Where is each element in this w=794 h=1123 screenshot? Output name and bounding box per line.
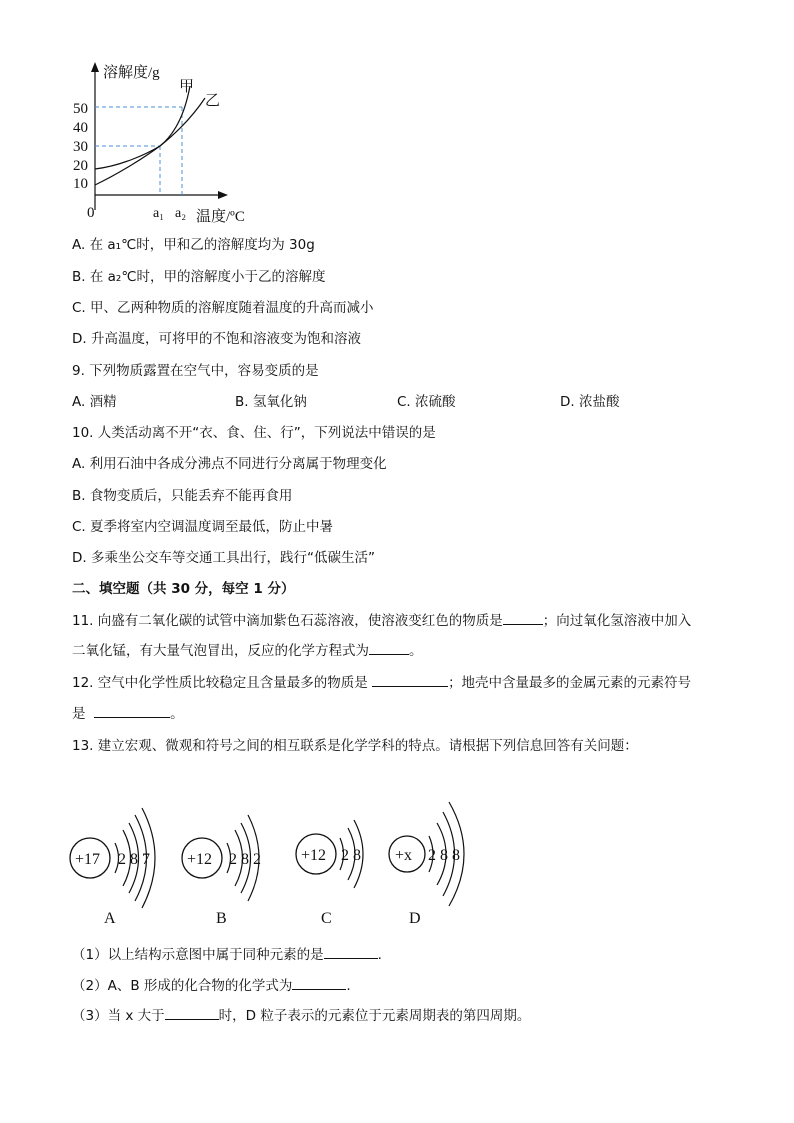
x-axis-arrow — [218, 191, 228, 199]
curve-yi — [95, 98, 205, 185]
atom-a — [70, 808, 155, 927]
q11-line1: 11. 向盛有二氧化碳的试管中滴加紫色石蕊溶液，使溶液变红色的物质是 ；向过氧化氢溶液中加入 — [72, 613, 692, 629]
graph-ylabel: 溶解度/g — [103, 65, 160, 81]
graph-xlabel: 温度/ºC — [196, 209, 245, 225]
atom-d-shells: 2 8 8 — [428, 847, 460, 864]
atom-a-shells: 2 8 7 — [118, 851, 150, 868]
atom-c-label: C — [321, 910, 332, 927]
q11-blank-2[interactable] — [369, 641, 409, 655]
atom-b-label: B — [216, 910, 227, 927]
x-tick-a2: a₂ — [175, 206, 187, 221]
q12-line2: 是 。 — [72, 706, 184, 722]
q8-option-c: C. 甲、乙两种物质的溶解度随着温度的升高而减小 — [72, 300, 374, 316]
guide-lines — [95, 107, 182, 195]
q13-sub1: （1）以上结构示意图中属于同种元素的是 . — [72, 947, 382, 963]
q11-line2: 二氧化锰，有大量气泡冒出，反应的化学方程式为 。 — [72, 643, 423, 659]
q10-option-c: C. 夏季将室内空调温度调至最低，防止中暑 — [72, 519, 334, 535]
q10-option-b: B. 食物变质后，只能丢弃不能再食用 — [72, 488, 293, 504]
q10-stem: 10. 人类活动离不开“衣、食、住、行”，下列说法中错误的是 — [72, 425, 436, 441]
q10-option-d: D. 多乘坐公交车等交通工具出行，践行“低碳生活” — [72, 550, 375, 566]
x-tick-a1: a₁ — [153, 206, 165, 221]
q9-option-c: C. 浓硫酸 — [397, 394, 456, 410]
y-tick-10: 10 — [73, 176, 88, 192]
atom-a-label: A — [104, 910, 116, 927]
atom-structures — [60, 790, 500, 935]
y-axis-arrow — [91, 62, 99, 72]
graph-origin: 0 — [87, 205, 95, 221]
solubility-graph — [60, 58, 275, 228]
q9-option-a: A. 酒精 — [72, 394, 117, 410]
y-tick-30: 30 — [73, 139, 88, 155]
q13-sub3: （3）当 x 大于 时，D 粒子表示的元素位于元素周期表的第四周期。 — [72, 1008, 531, 1024]
q13-blank-3[interactable] — [165, 1006, 219, 1020]
q13-stem: 13. 建立宏观、微观和符号之间的相互联系是化学学科的特点。请根据下列信息回答有关问题： — [72, 738, 638, 754]
q10-option-a: A. 利用石油中各成分沸点不同进行分离属于物理变化 — [72, 456, 387, 472]
atom-d-nucleus-label: +x — [395, 847, 413, 864]
atom-a-nucleus-label: +17 — [75, 851, 101, 868]
y-tick-40: 40 — [73, 120, 88, 136]
atom-c-shells: 2 8 — [341, 847, 361, 864]
atom-c — [296, 820, 363, 927]
atom-c-nucleus-label: +12 — [301, 847, 327, 864]
q11-blank-1[interactable] — [503, 611, 543, 625]
atom-b — [182, 815, 261, 927]
section-title: 二、填空题（共 30 分，每空 1 分） — [72, 581, 295, 597]
q9-option-b: B. 氢氧化钠 — [235, 394, 307, 410]
q8-option-b: B. 在 a₂℃时，甲的溶解度小于乙的溶解度 — [72, 269, 326, 285]
y-tick-20: 20 — [73, 158, 88, 174]
q12-blank-1[interactable] — [372, 673, 448, 687]
q13-blank-2[interactable] — [292, 976, 346, 990]
y-tick-50: 50 — [73, 101, 88, 117]
atom-b-shells: 2 8 2 — [229, 851, 261, 868]
q9-option-d: D. 浓盐酸 — [560, 394, 620, 410]
q12-line1: 12. 空气中化学性质比较稳定且含量最多的物质是 ；地壳中含量最多的金属元素的元素符号 — [72, 675, 692, 691]
q9-stem: 9. 下列物质露置在空气中，容易变质的是 — [72, 363, 319, 379]
q13-sub2: （2）A、B 形成的化合物的化学式为 . — [72, 978, 351, 994]
atom-d-label: D — [409, 910, 421, 927]
q12-blank-2[interactable] — [94, 704, 170, 718]
graph-curve1-label: 甲 — [179, 79, 195, 95]
q13-blank-1[interactable] — [324, 945, 378, 959]
atom-b-nucleus-label: +12 — [187, 851, 213, 868]
q8-option-a: A. 在 a₁℃时，甲和乙的溶解度均为 30g — [72, 237, 315, 253]
atom-d — [389, 802, 464, 927]
graph-curve2-label: 乙 — [205, 93, 221, 109]
curve-jia — [95, 86, 190, 169]
q8-option-d: D. 升高温度，可将甲的不饱和溶液变为饱和溶液 — [72, 331, 361, 347]
